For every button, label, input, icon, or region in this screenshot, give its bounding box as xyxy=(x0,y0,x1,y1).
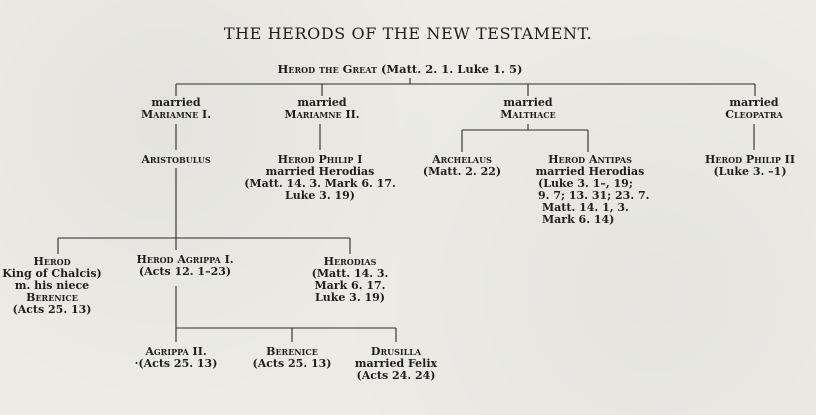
herod-antipas-ref-3: Matt. 14. 1, 3. xyxy=(542,201,629,214)
node-herod-philip-1 xyxy=(232,154,408,202)
node-herodias xyxy=(296,256,404,304)
marriage-label: married xyxy=(151,96,201,109)
node-herod-agrippa-1 xyxy=(110,254,260,278)
herodias-name: Herodias xyxy=(323,255,377,268)
agrippa-2-name: Agrippa II. xyxy=(145,345,207,358)
herodias-ref-3: Luke 3. 19) xyxy=(314,291,385,304)
node-herod-the-great xyxy=(208,63,592,75)
marriage-label: married xyxy=(729,96,779,109)
herod-agrippa-1-ref: (Acts 12. 1–23) xyxy=(138,265,232,278)
spouse-name: Mariamne I. xyxy=(140,108,212,121)
herod-philip-2-name: Herod Philip II xyxy=(705,153,795,166)
herod-the-great-ref: (Matt. 2. 1. Luke 1. 5) xyxy=(380,62,523,76)
herod-philip-1-ref: (Matt. 14. 3. Mark 6. 17. xyxy=(244,177,396,190)
node-archelaus xyxy=(412,154,512,178)
herod-antipas-ref-4: Mark 6. 14) xyxy=(542,213,615,226)
herod-antipas-marriage: married Herodias xyxy=(535,165,645,178)
node-herod-antipas xyxy=(528,154,652,226)
node-aristobulus: Aristobulus xyxy=(141,153,211,166)
marriage-label: married xyxy=(297,96,347,109)
node-married-mariamne-1 xyxy=(116,97,236,121)
herodias-ref-1: (Matt. 14. 3. xyxy=(311,267,389,280)
herod-chalcis-marriage: m. his niece xyxy=(14,279,90,292)
herod-chalcis-name: Herod xyxy=(33,255,71,268)
herod-chalcis-wife: Berenice xyxy=(26,291,78,304)
archelaus-name: Archelaus xyxy=(432,153,492,166)
drusilla-ref: (Acts 24. 24) xyxy=(356,369,436,382)
herod-philip-1-ref-2: Luke 3. 19) xyxy=(284,189,355,202)
node-herod-philip-2 xyxy=(688,154,812,178)
node-married-cleopatra xyxy=(696,97,812,121)
spouse-name: Cleopatra xyxy=(725,108,783,121)
herod-chalcis-title: King of Chalcis) xyxy=(2,267,102,280)
herod-chalcis-ref: (Acts 25. 13) xyxy=(12,303,92,316)
herod-agrippa-1-name: Herod Agrippa I. xyxy=(136,253,234,266)
marriage-label: married xyxy=(503,96,553,109)
node-herod-chalcis xyxy=(2,256,102,316)
berenice-name: Berenice xyxy=(266,345,318,358)
herod-antipas-name: Herod Antipas xyxy=(548,153,632,166)
node-agrippa-2 xyxy=(126,346,226,370)
herod-philip-2-ref: (Luke 3. –1) xyxy=(713,165,787,178)
herod-philip-1-name: Herod Philip I xyxy=(277,153,363,166)
node-drusilla xyxy=(344,346,448,382)
spouse-name: Malthace xyxy=(500,108,556,121)
herodias-ref-2: Mark 6. 17. xyxy=(314,279,386,292)
spouse-name: Mariamne II. xyxy=(284,108,360,121)
berenice-ref: (Acts 25. 13) xyxy=(252,357,332,370)
herod-antipas-ref-1: (Luke 3. 1–, 19; xyxy=(538,177,633,190)
node-married-malthace xyxy=(468,97,588,121)
herod-antipas-ref-2: 9. 7; 13. 31; 23. 7. xyxy=(538,189,650,202)
page-title: THE HERODS OF THE NEW TESTAMENT. xyxy=(223,24,593,43)
node-berenice xyxy=(242,346,342,370)
drusilla-marriage: married Felix xyxy=(354,357,438,370)
herod-philip-1-marriage: married Herodias xyxy=(265,165,375,178)
agrippa-2-ref: ·(Acts 25. 13) xyxy=(134,357,218,370)
drusilla-name: Drusilla xyxy=(370,345,422,358)
archelaus-ref: (Matt. 2. 22) xyxy=(422,165,502,178)
node-married-mariamne-2 xyxy=(262,97,382,121)
herod-the-great-name: Herod the Great xyxy=(277,62,377,76)
